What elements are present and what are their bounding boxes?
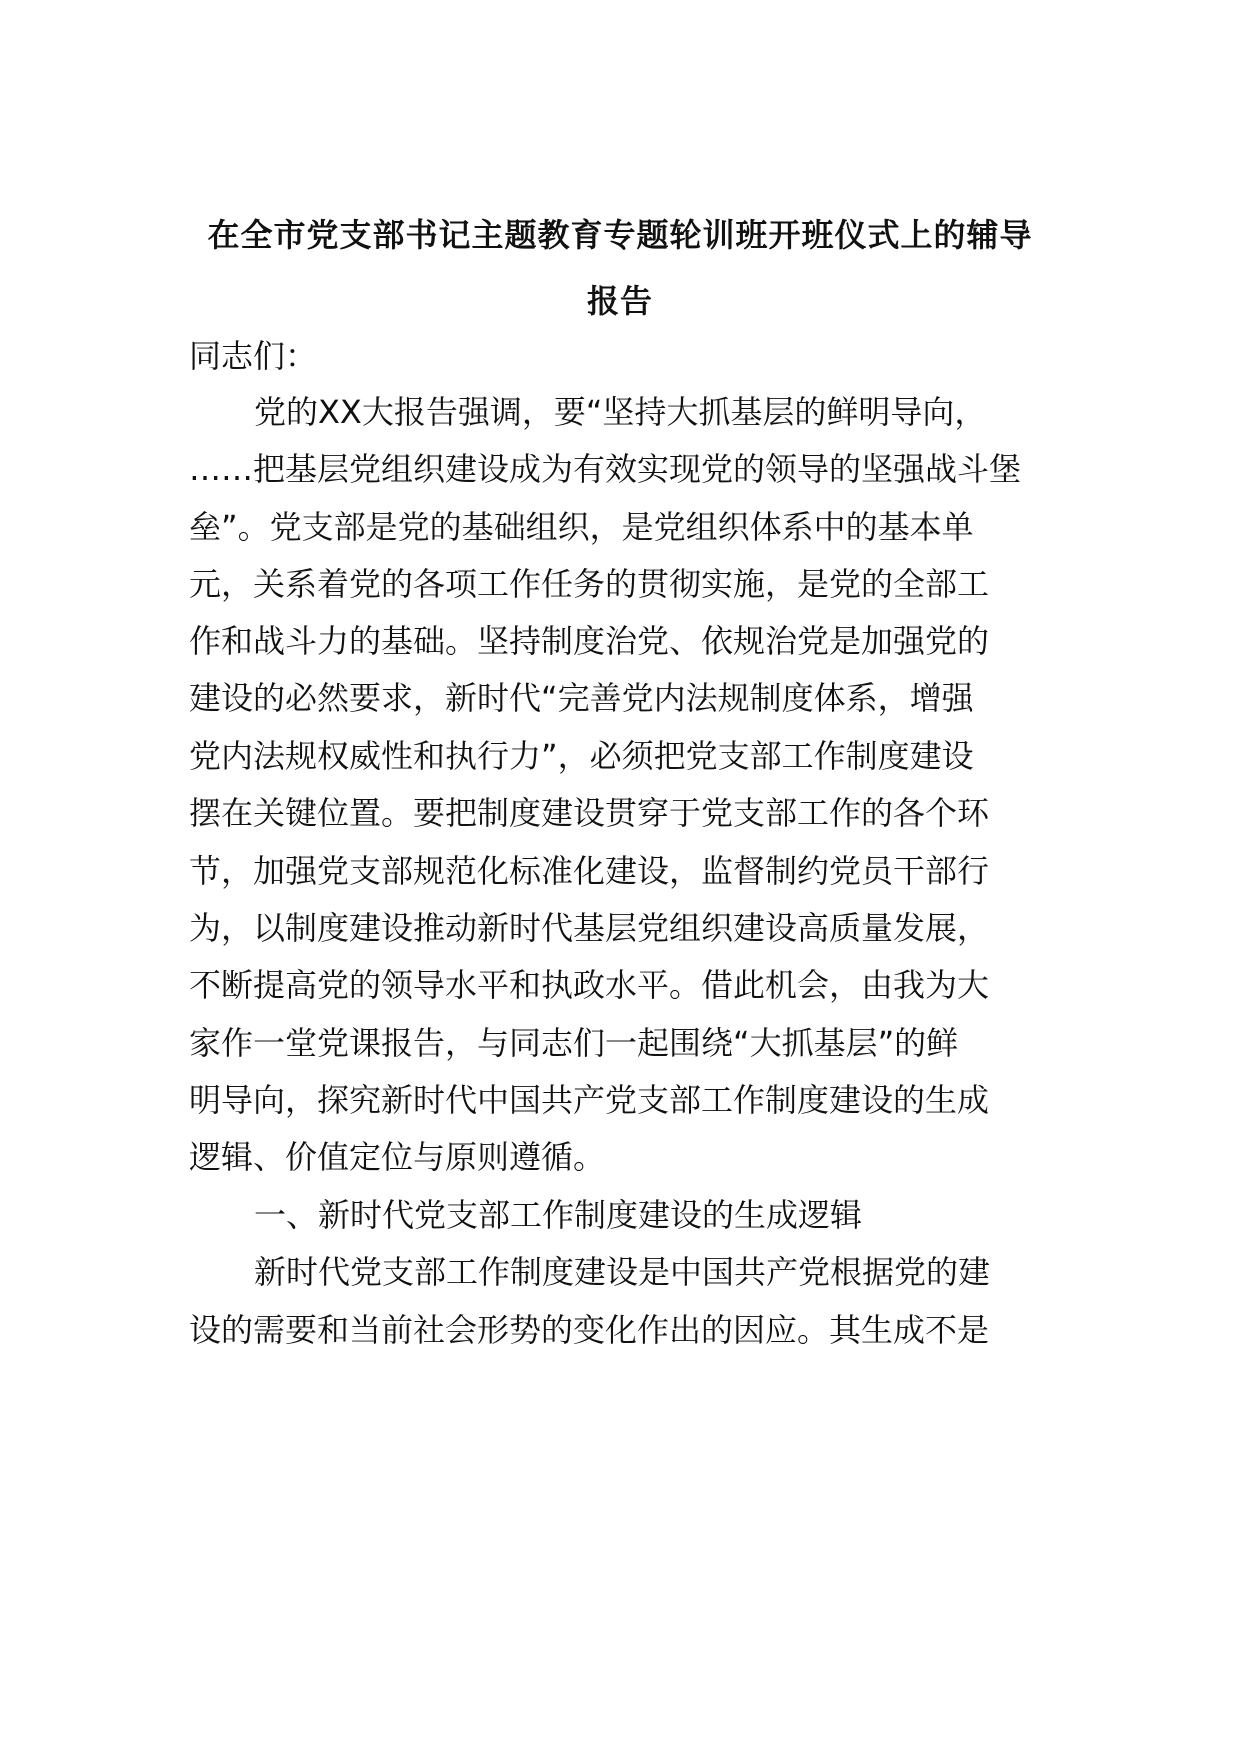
paragraph-line: 新时代党支部工作制度建设是中国共产党根据党的建 [254, 1253, 991, 1291]
paragraph-line: ……把基层党组织建设成为有效实现党的领导的坚强战斗堡 [189, 450, 1022, 488]
salutation: 同志们： [189, 337, 318, 375]
paragraph-line: 摆在关键位置。要把制度建设贯穿于党支部工作的各个环 [189, 794, 990, 832]
paragraph-line: 不断提高党的领导水平和执政水平。借此机会，由我为大 [189, 966, 990, 1004]
paragraph-line: 明导向，探究新时代中国共产党支部工作制度建设的生成 [189, 1081, 990, 1119]
paragraph-line: 节，加强党支部规范化标准化建设，监督制约党员干部行 [189, 852, 990, 890]
paragraph-line: 党内法规权威性和执行力”，必须把党支部工作制度建设 [189, 737, 974, 775]
paragraph-line: 元，关系着党的各项工作任务的贯彻实施，是党的全部工 [189, 565, 990, 603]
paragraph-line: 垒”。党支部是党的基础组织，是党组织体系中的基本单 [189, 508, 974, 546]
document-title-line-2: 报告 [586, 282, 653, 320]
paragraph-line: 逻辑、价值定位与原则遵循。 [189, 1138, 606, 1176]
paragraph-line: 党的XX大报告强调，要“坚持大抓基层的鲜明导向， [254, 393, 987, 431]
paragraph-line: 为，以制度建设推动新时代基层党组织建设高质量发展， [189, 909, 990, 947]
paragraph-line: 家作一堂党课报告，与同志们一起围绕“大抓基层”的鲜 [189, 1024, 959, 1062]
document-title-line-1: 在全市党支部书记主题教育专题轮训班开班仪式上的辅导 [207, 216, 1033, 254]
paragraph-line: 建设的必然要求，新时代“完善党内法规制度体系，增强 [189, 679, 974, 717]
paragraph-line: 设的需要和当前社会形势的变化作出的因应。其生成不是 [189, 1311, 990, 1349]
paragraph-line: 作和战斗力的基础。坚持制度治党、依规治党是加强党的 [189, 622, 990, 660]
section-heading: 一、新时代党支部工作制度建设的生成逻辑 [254, 1196, 863, 1234]
